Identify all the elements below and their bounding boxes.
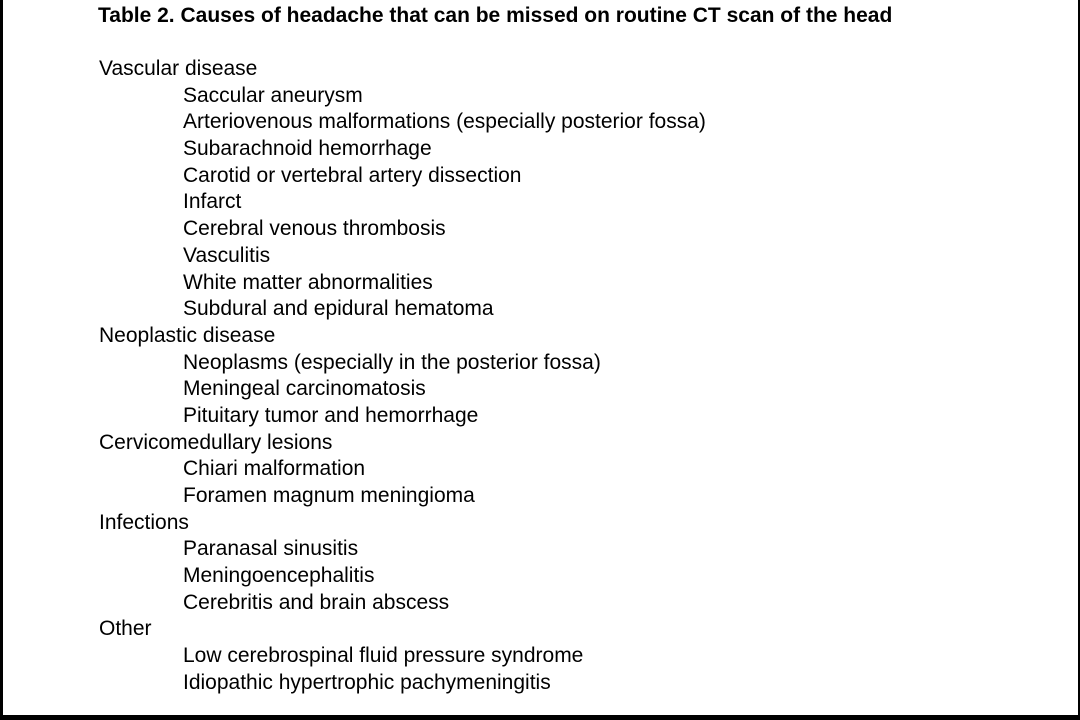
category-neoplastic-disease: Neoplastic disease bbox=[99, 323, 276, 347]
list-item: Infarct bbox=[183, 190, 242, 214]
list-item: Vasculitis bbox=[183, 243, 271, 267]
frame-bottom-border bbox=[0, 715, 1080, 720]
list-item: Subarachnoid hemorrhage bbox=[183, 137, 432, 161]
list-item: Cerebritis and brain abscess bbox=[183, 590, 450, 614]
list-item: Carotid or vertebral artery dissection bbox=[183, 163, 522, 187]
causes-list bbox=[0, 56, 1080, 697]
list-item: Subdural and epidural hematoma bbox=[183, 297, 494, 321]
list-item: White matter abnormalities bbox=[183, 270, 433, 294]
list-item: Saccular aneurysm bbox=[183, 83, 363, 107]
table-title: Table 2. Causes of headache that can be missed on routine CT scan of the head bbox=[98, 4, 893, 27]
list-item: Meningeal carcinomatosis bbox=[183, 377, 426, 401]
category-vascular-disease: Vascular disease bbox=[99, 57, 258, 80]
list-item: Neoplasms (especially in the posterior fossa) bbox=[183, 350, 601, 374]
list-item: Idiopathic hypertrophic pachymeningitis bbox=[183, 670, 551, 694]
list-item: Meningoencephalitis bbox=[183, 564, 375, 588]
category-cervicomedullary-lesions: Cervicomedullary lesions bbox=[99, 430, 333, 454]
list-item: Pituitary tumor and hemorrhage bbox=[183, 403, 479, 427]
list-item: Chiari malformation bbox=[183, 457, 366, 481]
list-item: Paranasal sinusitis bbox=[183, 537, 359, 561]
category-other: Other bbox=[99, 617, 152, 641]
list-item: Cerebral venous thrombosis bbox=[183, 217, 446, 241]
list-item: Low cerebrospinal fluid pressure syndrome bbox=[183, 644, 584, 668]
list-item: Foramen magnum meningioma bbox=[183, 484, 475, 507]
category-infections: Infections bbox=[99, 510, 189, 534]
list-item: Arteriovenous malformations (especially posterior fossa) bbox=[183, 110, 706, 134]
